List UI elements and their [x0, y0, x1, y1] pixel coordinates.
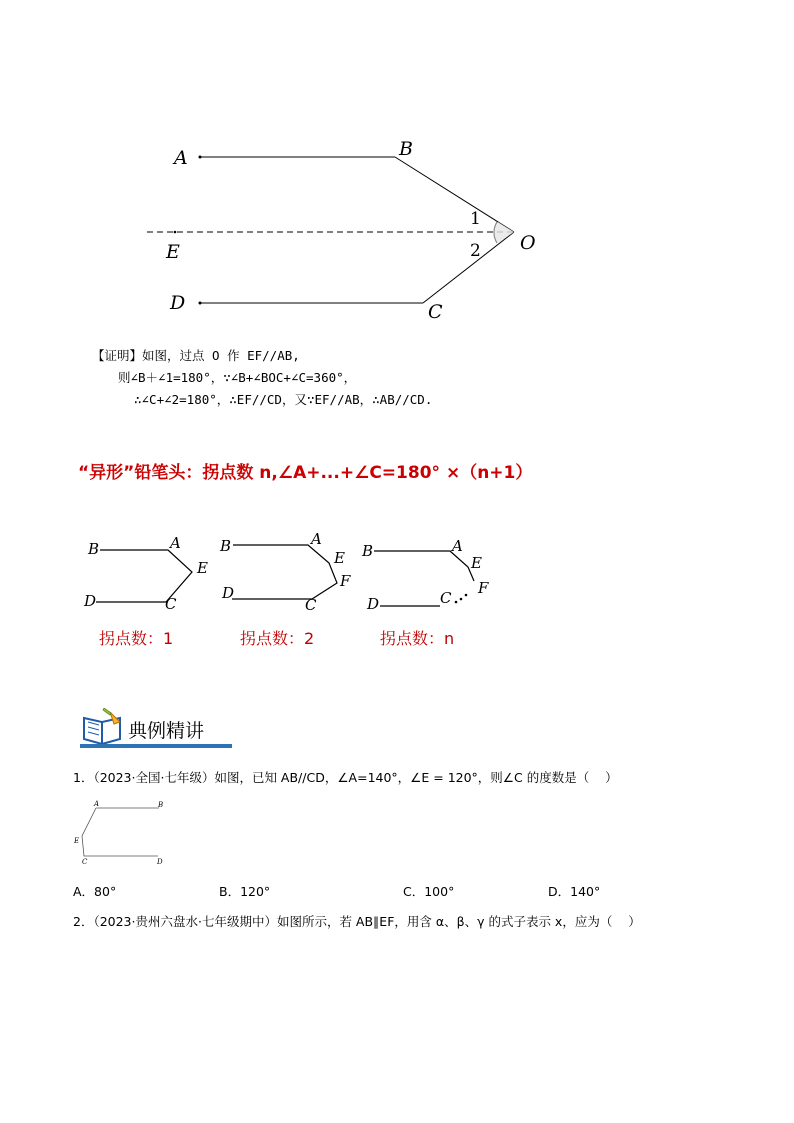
- fig2-label-f: F: [340, 572, 351, 590]
- q1-label-e: E: [74, 837, 80, 845]
- fig2-label-b: B: [220, 537, 232, 555]
- fig3-label-f: F: [478, 579, 489, 597]
- point-a: [199, 156, 202, 159]
- question-1-option-a[interactable]: A．80°: [73, 884, 117, 899]
- point-e: [174, 231, 177, 234]
- q1-label-c: C: [82, 858, 88, 866]
- fig3-label-a: A: [452, 537, 463, 555]
- fig3-dot-1: [455, 601, 458, 604]
- label-angle1: 1: [470, 209, 481, 229]
- proof-line-3: ∴∠C+∠2=180°，∴EF//CD，又∵EF//AB，∴AB//CD.: [134, 392, 433, 407]
- fig3-label-e: E: [471, 554, 482, 572]
- point-d: [199, 302, 202, 305]
- question-1-figure: [66, 798, 176, 868]
- small-figures: [0, 525, 794, 625]
- rule-heading: “异形”铅笔头：拐点数 n,∠A+...+∠C=180° ×（n+1）: [78, 463, 533, 483]
- question-1-option-d[interactable]: D．140°: [548, 884, 601, 899]
- segment-bo: [395, 157, 514, 232]
- caption-figure-3: 拐点数：n: [380, 629, 455, 648]
- label-e: E: [166, 241, 180, 263]
- caption-figure-1: 拐点数：1: [99, 629, 174, 648]
- proof-block: [92, 345, 432, 411]
- section-title: 典例精讲: [128, 720, 205, 742]
- fig1-label-c: C: [165, 595, 177, 613]
- label-b: B: [399, 138, 413, 160]
- question-1-option-c[interactable]: C．100°: [403, 884, 455, 899]
- fig1-label-a: A: [170, 534, 181, 552]
- small-figure-3: [361, 537, 489, 613]
- fig1-label-d: D: [84, 592, 97, 610]
- q1-label-a: A: [94, 800, 100, 808]
- proof-line-1: 【证明】如图，过点 O 作 EF//AB,: [92, 348, 300, 363]
- question-1-option-b[interactable]: B．120°: [219, 884, 271, 899]
- label-d: D: [170, 292, 186, 314]
- main-figure: [0, 0, 794, 330]
- caption-figure-2: 拐点数：2: [240, 629, 315, 648]
- question-2-text: 2．（2023·贵州六盘水·七年级期中）如图所示，若 AB∥EF，用含 α、β、γ 的式子表示 x，应为（ ）: [73, 914, 641, 929]
- label-angle2: 2: [470, 241, 481, 261]
- label-c: C: [428, 301, 443, 323]
- fig1-label-b: B: [88, 540, 100, 558]
- proof-line-2: 则∠B＋∠1=180°，∵∠B+∠BOC+∠C=360°，: [118, 370, 357, 385]
- label-a: A: [174, 147, 188, 169]
- fig2-label-d: D: [222, 584, 235, 602]
- section-underline: [80, 744, 232, 748]
- question-1-text: 1．（2023·全国·七年级）如图，已知 AB//CD，∠A=140°，∠E = 120°，则∠C 的度数是（ ）: [73, 770, 618, 785]
- label-o: O: [520, 232, 536, 254]
- segment-oc: [423, 232, 514, 303]
- small-figure-1: [83, 534, 208, 613]
- q1-label-b: B: [158, 801, 164, 809]
- fig3-label-c: C: [440, 589, 452, 607]
- small-figure-2: [219, 530, 351, 614]
- fig2-label-a: A: [311, 530, 322, 548]
- fig3-label-b: B: [362, 542, 374, 560]
- fig2-label-e: E: [334, 549, 345, 567]
- fig3-dot-2: [460, 598, 463, 601]
- q1-label-d: D: [157, 858, 163, 866]
- fig2-label-c: C: [305, 596, 317, 614]
- fig1-label-e: E: [197, 559, 208, 577]
- book-icon: [80, 708, 126, 746]
- fig3-dot-3: [465, 594, 468, 597]
- fig3-label-d: D: [367, 595, 380, 613]
